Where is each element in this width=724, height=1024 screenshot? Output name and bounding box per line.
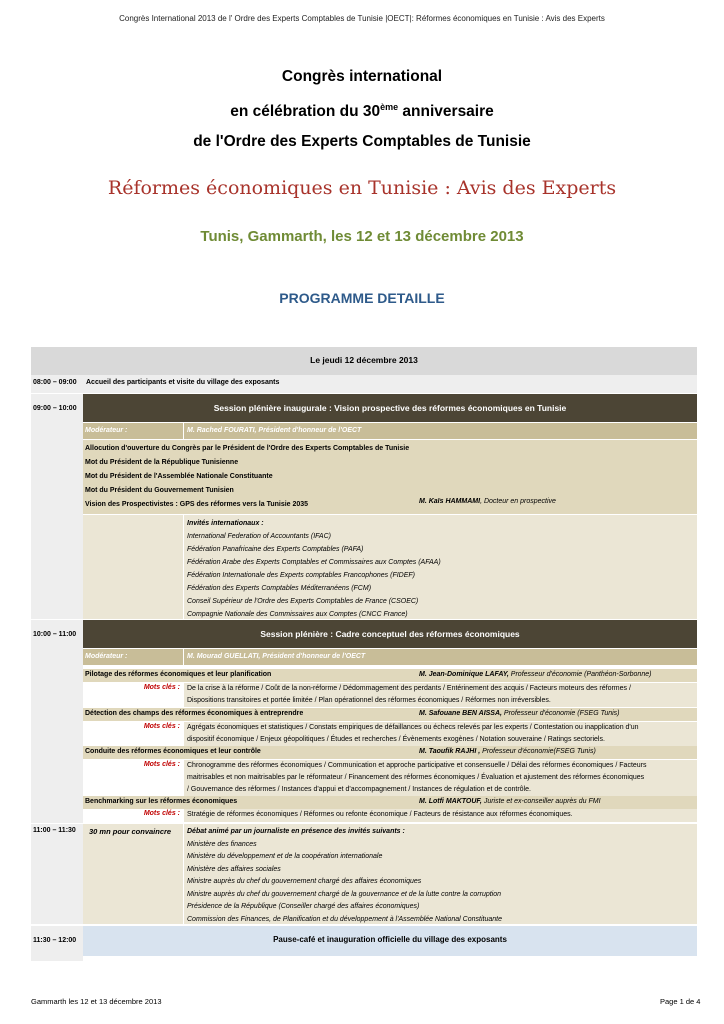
programme-table <box>31 347 697 961</box>
running-header: Congrès International 2013 de l' Ordre des Experts Comptables de Tunisie |OECT|: Réformes économiques en Tunisie : Avis des Experts <box>119 14 605 23</box>
motscles-label: Mots clés : <box>143 723 180 730</box>
topic-speaker-role: Professeur d'économie (Panthéon-Sorbonne) <box>508 671 652 678</box>
topic-speaker <box>419 710 620 717</box>
topic-keywords <box>184 683 697 707</box>
footer-date: Gammarth les 12 et 13 décembre 2013 <box>31 997 162 1006</box>
session2-time-col <box>31 620 83 823</box>
topic-speaker-role: Juriste et ex-conseiller auprès du FMI <box>481 798 601 805</box>
session1-speaker-name: M. Kaïs HAMMAMI <box>419 498 481 505</box>
session1-time: 09:00 – 10:00 <box>33 405 77 412</box>
motscles-label: Mots clés : <box>143 761 180 768</box>
topic-keywords <box>184 722 697 746</box>
keyword-line: Dispositions transitoires et portée limitée / Plan opérationnel des réformes économiques / Réformes non irréversibles. <box>187 697 551 704</box>
topic-speaker <box>419 798 601 805</box>
welcome-text: Accueil des participants et visite du village des exposants <box>86 379 280 386</box>
keyword-line: Stratégie de réformes économiques / Réformes ou refonte économique / Facteurs de résistance aux réformes économiques. <box>187 811 573 818</box>
topic-speaker-name: M. Taoufik RAJHI , <box>419 748 481 755</box>
debate-guests <box>184 824 697 924</box>
topic-title: Benchmarking sur les réformes économiques <box>85 798 238 805</box>
session1-speaker <box>419 498 556 505</box>
session2-moderator-label: Modérateur : <box>83 649 183 665</box>
invite-item: Fédération Internationale des Experts comptables Francophones (FIDEF) <box>187 572 416 579</box>
topic-speaker-name: M. Lotfi MAKTOUF, <box>419 798 482 805</box>
topic-speaker <box>419 748 596 755</box>
debate-guest: Présidence de la République (Conseiller chargé des affaires économiques) <box>187 903 420 910</box>
topic-title: Détection des champs des réformes économiques à entreprendre <box>85 710 304 717</box>
topic-keywords <box>184 809 697 822</box>
session1-item: Mot du Président du Gouvernement Tunisien <box>85 487 234 494</box>
session1-title: Session plénière inaugurale : Vision prospective des réformes économiques en Tunisie <box>83 394 697 422</box>
title-line-3: de l'Ordre des Experts Comptables de Tunisie <box>193 133 531 151</box>
page-number: Page 1 de 4 <box>660 997 701 1006</box>
topic-speaker-role: Professeur d'économie(FSEG Tunis) <box>480 748 596 755</box>
invite-item: Fédération Panafricaine des Experts Comptables (PAFA) <box>187 546 364 553</box>
topic-header <box>83 796 697 809</box>
congress-location: Tunis, Gammarth, les 12 et 13 décembre 2013 <box>200 228 524 245</box>
pause-text: Pause-café et inauguration officielle du village des exposants <box>83 926 697 956</box>
congress-subtitle: Réformes économiques en Tunisie : Avis des Experts <box>107 177 617 199</box>
keyword-line: / Gouvernance des réformes / Instances d'appui et d'accompagnement / Instances de régulation et de contrôle. <box>187 786 531 793</box>
welcome-time: 08:00 – 09:00 <box>33 379 77 386</box>
debate-guest: Ministère du développement et de la coopération internationale <box>187 853 383 860</box>
session1-item: Mot du Président de l'Assemblée Nationale Constituante <box>85 473 273 480</box>
pause-time-col <box>31 926 83 961</box>
session1-item: Vision des Prospectivistes : GPS des réformes vers la Tunisie 2035 <box>85 501 309 508</box>
session1-item: Mot du Président de la République Tunisienne <box>85 459 239 466</box>
keyword-line: dispositif économique / Enjeux géopolitiques / Études et recherches / Évènements exogènes / Notation souveraine / Ratings sectoriels. <box>187 736 605 743</box>
invites-title: Invités internationaux : <box>187 520 264 527</box>
session2-time: 10:00 – 11:00 <box>33 631 77 638</box>
session1-item: Allocution d'ouverture du Congrès par le Président de l'Ordre des Experts Comptables de Tunisie <box>85 445 410 452</box>
pause-time: 11:30 – 12:00 <box>33 937 77 944</box>
debate-guest: Commission des Finances, de Planification et du développement à l'Assemblée National Constituante <box>187 915 502 923</box>
topic-title: Pilotage des réformes économiques et leur planification <box>85 671 272 678</box>
session1-time-col <box>31 394 83 619</box>
topic-header <box>83 746 697 759</box>
title-line-2-pre: en célébration du 30 <box>230 103 381 121</box>
day-header: Le jeudi 12 décembre 2013 <box>310 355 418 365</box>
invite-item: Compagnie Nationale des Commissaires aux Comptes (CNCC France) <box>187 611 408 618</box>
title-line-2-post: anniversaire <box>398 103 494 121</box>
keyword-line: Chronogramme des réformes économiques / Communication et approche participative et consensuelle / Délai des réformes économiques / Facteurs <box>187 762 647 769</box>
motscles-label: Mots clés : <box>143 810 180 817</box>
invite-item: Fédération Arabe des Experts Comptables et Commissaires aux Comptes (AFAA) <box>187 559 441 566</box>
invite-item: Conseil Supérieur de l'Ordre des Experts Comptables de France (CSOEC) <box>187 598 419 605</box>
congress-title <box>0 62 724 157</box>
welcome-row <box>31 375 697 393</box>
programme-heading: PROGRAMME DETAILLE <box>279 290 445 306</box>
session1-invites <box>184 515 697 619</box>
topic-speaker <box>419 671 651 678</box>
debate-guest: Ministère des finances <box>187 840 257 848</box>
debate-guest: Ministère des affaires sociales <box>187 865 281 873</box>
day-header-row <box>31 347 697 375</box>
debate-label: 30 mn pour convaincre <box>89 827 172 836</box>
motscles-label: Mots clés : <box>143 684 180 691</box>
debate-guest: Ministre auprès du chef du gouvernement chargé des affaires économiques <box>187 878 422 885</box>
session2-title: Session plénière : Cadre conceptuel des réformes économiques <box>83 620 697 648</box>
debate-title: Débat animé par un journaliste en présence des invités suivants : <box>187 828 405 835</box>
debate-label-col <box>83 824 183 924</box>
keyword-line: maitrisables et non maitrisables par le réformateur / Financement des réformes économiques / Évaluation et ajustement des réformes économiques <box>187 774 645 781</box>
topic-header <box>83 708 697 721</box>
keyword-line: De la crise à la réforme / Coût de la non-réforme / Dédommagement des perdants / Entérinement des acquis / Facteurs moteurs des réformes / <box>187 685 631 692</box>
title-line-2 <box>0 92 724 127</box>
debate-guest: Ministre auprès du chef du gouvernement chargé de la gouvernance et de la lutte contre la corruption <box>187 890 502 898</box>
session1-moderator: M. Rached FOURATI, Président d'honneur de l'OECT <box>184 423 697 439</box>
title-line-1: Congrès international <box>281 68 443 85</box>
debate-time: 11:00 – 11:30 <box>33 827 76 834</box>
title-line-2-sup: ème <box>380 102 399 112</box>
session1-items <box>83 440 697 514</box>
topic-speaker-name: M. Jean-Dominique LAFAY, <box>419 671 509 678</box>
topic-keywords <box>184 760 697 796</box>
session1-speaker-role: , Docteur en prospective <box>480 498 556 505</box>
topic-header <box>83 669 697 682</box>
topic-speaker-name: M. Safouane BEN AISSA, <box>419 710 502 717</box>
session1-invites-spacer <box>83 515 183 619</box>
keyword-line: Agrégats économiques et statistiques / Constats empiriques de défaillances ou échecs relevés par les experts / Contestation ou inapplication d'un <box>187 724 639 731</box>
session1-moderator-label: Modérateur : <box>83 423 183 439</box>
topic-title: Conduite des réformes économiques et leur contrôle <box>85 748 261 755</box>
debate-time-col <box>31 824 83 924</box>
invite-item: Fédération des Experts Comptables Méditerranéens (FCM) <box>187 585 372 592</box>
session2-moderator: M. Mourad GUELLATI, Président d'honneur de l'OECT <box>184 649 697 665</box>
invite-item: International Federation of Accountants (IFAC) <box>187 533 331 540</box>
topic-speaker-role: Professeur d'économie (FSEG Tunis) <box>501 710 620 717</box>
